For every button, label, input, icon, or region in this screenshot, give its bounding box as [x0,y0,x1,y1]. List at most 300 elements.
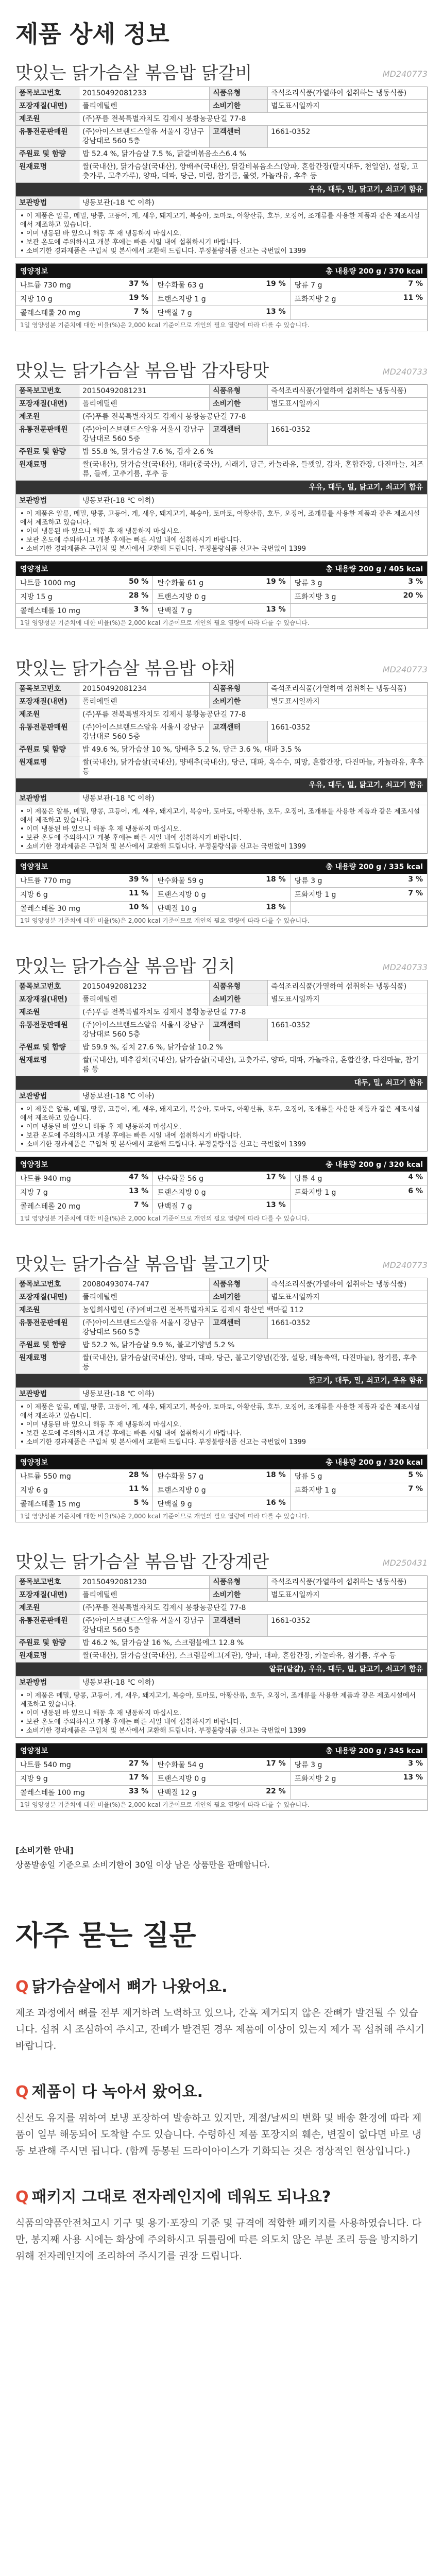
nutrition-row [16,1497,427,1511]
nutrition-label: 영양정보 [20,267,48,276]
label-weight: 주원료 및 함량 [16,1637,79,1649]
nutrient-name: 트랜스지방 0 g [157,593,206,601]
product-title: 맛있는 닭가슴살 볶음밥 불고기맛 [15,1254,269,1275]
info-row [16,1576,427,1589]
nutrient-name: 당류 3 g [294,1761,322,1769]
nutrition-cell [16,576,153,589]
value-type: 즉석조리식품(가열하여 섭취하는 냉동식품) [271,685,407,693]
nutrient-name: 지방 6 g [20,891,48,899]
nutrient-percent: 47 % [128,1173,149,1181]
value-storage: 냉동보관(-18 ℃ 이하) [82,1679,155,1687]
value-maker: 농업회사법인 (주)에버그린 전북특별자치도 김제시 황산면 백마길 112 [82,1306,304,1314]
label-storage: 보관방법 [16,792,79,805]
product-section [15,52,428,349]
product-code: MD250431 [382,1558,428,1568]
allergy-banner: 우유, 대두, 밀, 닭고기, 쇠고기 함유 [16,778,427,792]
nutrient-name: 당류 3 g [294,579,322,587]
nutrition-row [16,1172,427,1185]
label-ingredients: 원재료명 [16,161,79,182]
label-package: 포장재질(내면) [16,993,79,1006]
label-seller: 유통전문판매원 [16,1615,79,1636]
product-info-table [15,1575,428,1738]
value-storage: 냉동보관(-18 ℃ 이하) [82,1092,155,1100]
nutrition-table [15,859,428,927]
nutrient-percent: 19 % [266,280,286,288]
value-report: 20150492081230 [79,1576,210,1588]
nutrition-cell [16,590,153,603]
nutrient-percent: 50 % [128,578,149,586]
label-consumption: 소비기한 [210,1291,268,1303]
nutrition-label: 영양정보 [20,565,48,573]
nutrient-percent: 39 % [128,875,149,884]
value-weight: 밥 55.8 %, 닭가슴살 7.6 %, 감자 2.6 % [82,448,214,456]
value-report: 20150492081233 [79,87,210,99]
label-ingredients: 원재료명 [16,459,79,480]
info-row [16,1615,427,1637]
product-section [15,1243,428,1540]
product-section [15,1540,428,1838]
nutrient-percent: 11 % [128,889,149,897]
value-package: 폴리에틸렌 [79,100,210,112]
nutrition-footnote: 1일 영양성분 기준치에 대한 비율(%)은 2,000 kcal 기준이므로 개인의 필요 열량에 따라 다를 수 있습니다. [20,619,310,626]
value-report: 20150492081234 [79,683,210,695]
nutrient-name: 포화지방 2 g [294,295,336,303]
value-consumption: 별도표시일까지 [271,1293,320,1301]
info-row [16,446,427,459]
label-maker: 제조원 [16,1304,79,1316]
product-section [15,349,428,647]
nutrient-percent: 7 % [408,1485,423,1493]
label-type: 식품유형 [210,683,268,695]
nutrition-cell [16,902,153,915]
page-title: 제품 상세 정보 [15,20,169,48]
label-package: 포장재질(내면) [16,398,79,410]
nutrient-percent: 18 % [266,903,286,911]
nutrient-name: 단백질 7 g [157,607,192,615]
value-package: 폴리에틸렌 [79,993,210,1006]
nutrition-cell [16,1469,153,1483]
product-info-table [15,682,428,854]
nutrient-percent: 3 % [408,1759,423,1768]
info-row [16,1637,427,1650]
nutrition-table [15,1157,428,1225]
value-weight: 밥 59.9 %, 김치 27.6 %, 닭가슴살 10.2 % [82,1043,223,1052]
label-type: 식품유형 [210,1576,268,1588]
nutrient-name: 포화지방 1 g [294,1486,336,1495]
info-row [16,743,427,756]
nutrient-percent: 37 % [128,280,149,288]
nutrition-cell [16,888,153,901]
info-row [16,708,427,721]
nutrient-name: 나트륨 550 mg [20,1472,71,1481]
nutrient-name: 당류 4 g [294,1175,322,1183]
nutrition-label: 영양정보 [20,863,48,871]
nutrition-row [16,1469,427,1483]
value-seller: (주)아이스브랜드스알유 서울시 강남구 강남대로 560 5층 [79,721,210,743]
faq-list [15,1974,428,2264]
nutrition-cell [16,306,153,319]
nutrition-header [16,562,427,576]
q-mark-icon: Q [15,2188,29,2206]
label-seller: 유통전문판매원 [16,423,79,445]
product-title: 맛있는 닭가슴살 볶음밥 간장계란 [15,1552,269,1572]
nutrition-cell [16,292,153,306]
info-row [16,385,427,398]
value-consumption: 별도표시일까지 [271,102,320,110]
allergy-banner: 우유, 대두, 밀, 닭고기, 쇠고기 함유 [16,183,427,197]
nutrient-name: 지방 15 g [20,593,53,601]
nutrient-name: 단백질 10 g [157,905,197,913]
nutrition-header [16,1743,427,1758]
nutrient-name: 트랜스지방 0 g [157,1775,206,1783]
nutrient-name: 지방 6 g [20,1486,48,1495]
nutrition-cell [16,604,153,617]
nutrient-name: 지방 10 g [20,295,53,303]
nutrition-cell [291,1483,427,1497]
nutrient-name: 지방 9 g [20,1775,48,1783]
nutrient-percent: 17 % [266,1173,286,1181]
label-report: 품목보고번호 [16,980,79,993]
faq-answer: 신선도 유지를 위하여 보냉 포장하여 발송하고 있지만, 계절/날씨의 변화 및 배송 환경에 따라 제품이 일부 해동되어 도착할 수도 있습니다. 수령하신 제품 포장지의 훼손, 변질이 없다면 바로 냉동 보관해 주시면 됩니다. (함께 동봉된 드라이아이스가 기화되는 것은 정상적인 현상입니다.) [15,2112,422,2157]
nutrition-cell [291,604,427,617]
nutrient-name: 탄수화물 56 g [157,1175,204,1183]
nutrient-name: 콜레스테롤 15 mg [20,1500,80,1509]
nutrient-percent: 5 % [133,1499,149,1507]
nutrition-row [16,1199,427,1213]
product-section [15,945,428,1243]
storage-row [16,197,427,210]
info-row [16,721,427,743]
nutrition-row [16,874,427,888]
nutrition-cell [291,590,427,603]
nutrition-cell [153,306,290,319]
faq-question [15,2184,428,2207]
product-title: 맛있는 닭가슴살 볶음밥 닭갈비 [15,63,252,83]
value-storage: 냉동보관(-18 ℃ 이하) [82,497,155,505]
faq-question [15,1974,428,1996]
nutrition-cell [291,1199,427,1213]
label-type: 식품유형 [210,980,268,993]
nutrition-cell [291,1497,427,1511]
value-ingredients: 쌀(국내산), 배추김치(국내산), 닭가슴살(국내산), 고춧가루, 양파, 대파, 카놀라유, 혼합간장, 다진마늘, 참기름 등 [82,1056,419,1074]
value-complaint: 1661-0352 [271,1319,311,1327]
value-maker: (주)푸름 전북특별자치도 김제시 봉황농공단길 77-8 [82,710,246,719]
info-row [16,87,427,100]
label-weight: 주원료 및 함량 [16,1041,79,1054]
nutrition-row [16,278,427,292]
nutrition-footnote: 1일 영양성분 기준치에 대한 비율(%)은 2,000 kcal 기준이므로 개인의 필요 열량에 따라 다를 수 있습니다. [20,1513,310,1520]
nutrition-cell [153,1469,290,1483]
nutrition-row [16,1185,427,1199]
label-weight: 주원료 및 함량 [16,1339,79,1351]
value-seller: (주)아이스브랜드스알유 서울시 강남구 강남대로 560 5층 [79,423,210,445]
value-package: 폴리에틸렌 [79,398,210,410]
faq-question-text: 패키지 그대로 전자레인지에 데워도 되나요? [31,2188,331,2206]
label-report: 품목보고번호 [16,683,79,695]
nutrient-name: 단백질 7 g [157,309,192,317]
label-consumption: 소비기한 [210,1589,268,1601]
caution-notes: • 이 제품은 알류, 메밀, 땅콩, 고등어, 게, 새우, 돼지고기, 복숭아, 토마토, 아황산류, 호두, 오징어, 조개류를 사용한 제품과 같은 제조시설에서 제조하고 있습니다. • 이미 냉동된 바 있으니 해동 후 재 냉동하지 마십시오. • 보관 온도에 주의하시고 개봉 후에는 빠른 시일 내에 섭취하시기 바랍니다. • 소비기한 경과제품은 구입처 및 본사에서 교환해 드립니다. 부정불량식품 신고는 국번없이 1399 [20,808,420,851]
label-maker: 제조원 [16,411,79,423]
label-maker: 제조원 [16,1006,79,1019]
nutrient-percent: 3 % [408,875,423,884]
nutrient-name: 포화지방 3 g [294,593,336,601]
value-seller: (주)아이스브랜드스알유 서울시 강남구 강남대로 560 5층 [79,1019,210,1041]
info-row [16,126,427,148]
product-section [15,647,428,945]
label-report: 품목보고번호 [16,87,79,99]
nutrition-cell [291,888,427,901]
nutrient-percent: 13 % [266,605,286,614]
nutrition-cell [291,292,427,306]
info-row [16,148,427,161]
value-package: 폴리에틸렌 [79,1589,210,1601]
nutrition-footnote: 1일 영양성분 기준치에 대한 비율(%)은 2,000 kcal 기준이므로 개인의 필요 열량에 따라 다를 수 있습니다. [20,1215,310,1222]
info-row [16,1339,427,1352]
info-row [16,1589,427,1602]
storage-row [16,1676,427,1689]
label-storage: 보관방법 [16,1090,79,1103]
nutrient-percent: 19 % [128,294,149,302]
nutrition-cell [153,1758,290,1771]
product-info-table [15,980,428,1151]
value-complaint: 1661-0352 [271,1617,311,1625]
nutrient-percent: 6 % [408,1187,423,1195]
nutrient-name: 나트륨 770 mg [20,877,71,885]
info-row [16,113,427,126]
value-complaint: 1661-0352 [271,723,311,732]
nutrient-name: 콜레스테롤 20 mg [20,309,80,317]
nutrient-name: 단백질 7 g [157,1202,192,1211]
faq-question-text: 닭가슴살에서 뼈가 나왔어요. [31,1978,228,1996]
nutrient-name: 지방 7 g [20,1189,48,1197]
nutrition-cell [153,576,290,589]
value-seller: (주)아이스브랜드스알유 서울시 강남구 강남대로 560 5층 [79,1317,210,1338]
nutrition-kcal: 총 내용량 200 g / 320 kcal [326,1459,423,1467]
label-storage: 보관방법 [16,495,79,507]
nutrition-cell [291,1758,427,1771]
label-storage: 보관방법 [16,197,79,209]
product-title: 맛있는 닭가슴살 볶음밥 김치 [15,956,235,977]
nutrient-name: 탄수화물 61 g [157,579,204,587]
nutrient-percent: 10 % [128,903,149,911]
nutrition-cell [153,1497,290,1511]
product-code: MD240733 [382,367,428,377]
value-report: 20150492081231 [79,385,210,397]
product-info-table [15,384,428,556]
value-complaint: 1661-0352 [271,426,311,434]
label-ingredients: 원재료명 [16,1650,79,1662]
label-seller: 유통전문판매원 [16,721,79,743]
nutrient-name: 트랜스지방 0 g [157,891,206,899]
value-type: 즉석조리식품(가열하여 섭취하는 냉동식품) [271,1280,407,1289]
nutrition-footnote: 1일 영양성분 기준치에 대한 비율(%)은 2,000 kcal 기준이므로 개인의 필요 열량에 따라 다를 수 있습니다. [20,1801,310,1808]
nutrient-percent: 19 % [266,578,286,586]
value-weight: 밥 52.2 %, 닭가슴살 9.9 %, 불고기양념 5.2 % [82,1341,235,1349]
faq-question-text: 제품이 다 녹아서 왔어요. [31,2083,203,2101]
label-type: 식품유형 [210,385,268,397]
product-info-table [15,87,428,258]
label-seller: 유통전문판매원 [16,1317,79,1338]
nutrient-name: 탄수화물 54 g [157,1761,204,1769]
nutrient-percent: 11 % [403,294,423,302]
nutrition-cell [291,1185,427,1199]
nutrition-row [16,1786,427,1800]
label-weight: 주원료 및 함량 [16,148,79,160]
product-code: MD240773 [382,1260,428,1270]
nutrition-cell [16,278,153,292]
nutrition-cell [16,1199,153,1213]
consumption-notice-text: 상품발송일 기준으로 소비기한이 30일 이상 남은 상품만을 판매합니다. [15,1860,270,1870]
label-ingredients: 원재료명 [16,1054,79,1076]
nutrient-percent: 7 % [408,889,423,897]
nutrition-kcal: 총 내용량 200 g / 370 kcal [326,267,423,276]
label-ingredients: 원재료명 [16,1352,79,1374]
value-package: 폴리에틸렌 [79,1291,210,1303]
nutrition-row [16,292,427,306]
value-maker: (주)푸름 전북특별자치도 김제시 봉황농공단길 77-8 [82,1008,246,1016]
nutrition-cell [153,888,290,901]
value-ingredients: 쌀(국내산), 닭가슴살(국내산), 양파, 대파, 당근, 불고기양념(간장, 설탕, 배농축액, 다진마늘), 참기름, 후추 등 [82,1354,417,1371]
info-row [16,1278,427,1291]
info-row [16,1602,427,1615]
nutrition-table [15,561,428,629]
nutrient-name: 탄수화물 59 g [157,877,204,885]
nutrition-row [16,576,427,590]
info-row [16,1304,427,1317]
nutrition-cell [153,1772,290,1785]
nutrition-kcal: 총 내용량 200 g / 320 kcal [326,1161,423,1169]
value-storage: 냉동보관(-18 ℃ 이하) [82,1390,155,1398]
nutrition-cell [291,1172,427,1185]
value-maker: (주)푸름 전북특별자치도 김제시 봉황농공단길 77-8 [82,413,246,421]
nutrition-cell [291,306,427,319]
caution-notes: • 이 제품은 알류, 메밀, 땅콩, 고등어, 게, 새우, 돼지고기, 복숭아, 토마토, 아황산류, 호두, 오징어, 조개류를 사용한 제품과 같은 제조시설에서 제조하고 있습니다. • 이미 냉동된 바 있으니 해동 후 재 냉동하지 마십시오. • 보관 온도에 주의하시고 개봉 후에는 빠른 시일 내에 섭취하시기 바랍니다. • 소비기한 경과제품은 구입처 및 본사에서 교환해 드립니다. 부정불량식품 신고는 국번없이 1399 [20,1403,420,1446]
ingredients-row [16,1650,427,1663]
label-consumption: 소비기한 [210,696,268,708]
label-package: 포장재질(내면) [16,1589,79,1601]
value-weight: 밥 46.2 %, 닭가슴살 16 %, 스크램블에그 12.8 % [82,1639,244,1647]
nutrition-label: 영양정보 [20,1747,48,1755]
nutrition-label: 영양정보 [20,1161,48,1169]
nutrient-name: 탄수화물 57 g [157,1472,204,1481]
nutrition-cell [16,874,153,887]
label-consumption: 소비기한 [210,398,268,410]
label-consumption: 소비기한 [210,993,268,1006]
label-complaint: 고객센터 [210,423,268,445]
nutrient-name: 나트륨 730 mg [20,281,71,290]
label-type: 식품유형 [210,87,268,99]
info-row [16,1006,427,1019]
nutrient-name: 당류 7 g [294,281,322,290]
nutrition-header [16,264,427,278]
nutrition-cell [153,874,290,887]
nutrient-name: 콜레스테롤 30 mg [20,905,80,913]
nutrition-cell [153,1172,290,1185]
ingredients-row [16,756,427,778]
nutrition-cell [16,1172,153,1185]
faq-answer: 제조 과정에서 뼈를 전부 제거하려 노력하고 있으나, 간혹 제거되지 않은 잔뼈가 발견될 수 있습니다. 섭취 시 조심하여 주시고, 잔뼈가 발견된 경우 제품에 이상이 있는지 제가 꼭 섭취해 주시기 바랍니다. [15,2007,425,2052]
value-storage: 냉동보관(-18 ℃ 이하) [82,794,155,803]
nutrition-row [16,1758,427,1772]
label-maker: 제조원 [16,708,79,721]
q-mark-icon: Q [15,1978,29,1996]
nutrition-cell [153,1199,290,1213]
label-package: 포장재질(내면) [16,696,79,708]
nutrition-cell [153,902,290,915]
nutrition-table [15,263,428,331]
nutrient-percent: 27 % [128,1759,149,1768]
ingredients-row [16,459,427,481]
allergy-banner: 대두, 밀, 쇠고기 함유 [16,1076,427,1090]
product-code: MD240733 [382,962,428,972]
nutrition-cell [153,1483,290,1497]
label-consumption: 소비기한 [210,100,268,112]
nutrition-footnote: 1일 영양성분 기준치에 대한 비율(%)은 2,000 kcal 기준이므로 개인의 필요 열량에 따라 다를 수 있습니다. [20,917,310,924]
nutrient-name: 트랜스지방 0 g [157,1189,206,1197]
nutrient-percent: 33 % [128,1787,149,1795]
value-maker: (주)푸름 전북특별자치도 김제시 봉황농공단길 77-8 [82,115,246,123]
nutrient-percent: 3 % [133,605,149,614]
value-weight: 밥 49.6 %, 닭가슴살 10 %, 양배추 5.2 %, 당근 3.6 %, 대파 3.5 % [82,745,301,754]
value-weight: 밥 52.4 %, 닭가슴살 7.5 %, 닭갈비볶음소스6.4 % [82,150,246,158]
nutrient-percent: 22 % [266,1787,286,1795]
nutrient-percent: 28 % [128,591,149,600]
label-type: 식품유형 [210,1278,268,1291]
nutrition-cell [291,1772,427,1785]
nutrition-cell [291,874,427,887]
nutrient-percent: 16 % [266,1499,286,1507]
nutrient-percent: 7 % [133,308,149,316]
nutrient-name: 포화지방 1 g [294,1189,336,1197]
value-complaint: 1661-0352 [271,128,311,136]
label-maker: 제조원 [16,113,79,125]
consumption-notice-heading: [소비기한 안내] [15,1845,74,1855]
info-row [16,980,427,993]
label-report: 품목보고번호 [16,1576,79,1588]
info-row [16,1291,427,1304]
consumption-notice [15,1843,428,1872]
nutrition-cell [153,292,290,306]
label-storage: 보관방법 [16,1676,79,1689]
label-weight: 주원료 및 함량 [16,446,79,458]
nutrient-name: 탄수화물 63 g [157,281,204,290]
nutrient-name: 단백질 9 g [157,1500,192,1509]
ingredients-row [16,161,427,183]
nutrient-name: 포화지방 2 g [294,1775,336,1783]
nutrient-name: 콜레스테롤 10 mg [20,607,80,615]
nutrition-cell [153,278,290,292]
value-report: 20080493074-747 [79,1278,210,1291]
product-title: 맛있는 닭가슴살 볶음밥 감자탕맛 [15,361,269,381]
value-type: 즉석조리식품(가열하여 섭취하는 냉동식품) [271,387,407,395]
allergy-banner: 알류(달걀), 우유, 대두, 밀, 닭고기, 쇠고기 함유 [16,1663,427,1676]
nutrient-percent: 7 % [408,280,423,288]
label-storage: 보관방법 [16,1388,79,1400]
value-complaint: 1661-0352 [271,1021,311,1029]
nutrient-name: 트랜스지방 1 g [157,295,206,303]
value-consumption: 별도표시일까지 [271,1591,320,1599]
caution-notes: • 이 제품은 메밀, 땅콩, 고등어, 게, 새우, 돼지고기, 복숭아, 토마토, 아황산류, 호두, 오징어, 조개류를 사용한 제품과 같은 제조시설에서 제조하고 있습니다. • 이미 냉동된 바 있으니 해동 후 재 냉동하지 마십시오. • 보관 온도에 주의하시고 개봉 후에는 빠른 시일 내에 섭취하시기 바랍니다. • 소비기한 경과제품은 구입처 및 본사에서 교환해 드립니다. 부정불량식품 신고는 국번없이 1399 [20,1692,416,1735]
nutrient-percent: 3 % [408,578,423,586]
value-report: 20150492081232 [79,980,210,993]
nutrition-cell [291,278,427,292]
nutrient-percent: 5 % [408,1471,423,1479]
nutrition-kcal: 총 내용량 200 g / 405 kcal [326,565,423,573]
faq-heading: 자주 묻는 질문 [15,1919,196,1952]
q-mark-icon: Q [15,2083,29,2101]
info-row [16,1019,427,1041]
